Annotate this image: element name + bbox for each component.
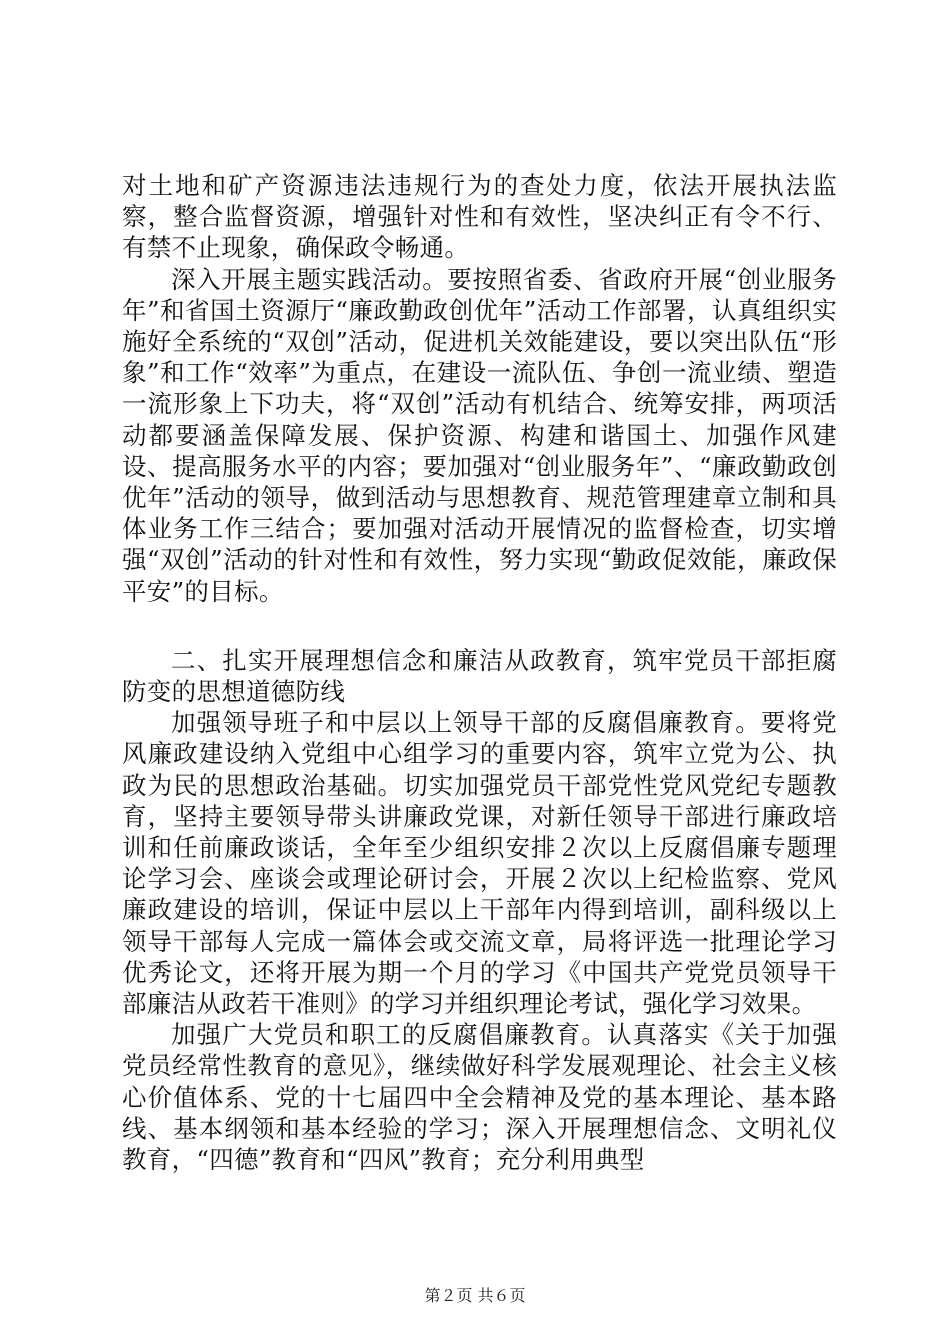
paragraph-leadership-education: 加强领导班子和中层以上领导干部的反腐倡廉教育。要将党风廉政建设纳入党组中心组学习的重要内容，筑牢立党为公、执政为民的思想政治基础。切实加强党员干部党性党风党纪专题教育，坚持主要领导带头讲廉政党课，对新任领导干部进行廉政培训和任前廉政谈话，全年至少组织安排２次以上反腐倡廉专题理论学习会、座谈会或理论研讨会，开展２次以上纪检监察、党风廉政建设的培训，保证中层以上干部年内得到培训，副科级以上领导干部每人完成一篇体会或交流文章，局将评选一批理论学习优秀论文，还将开展为期一个月的学习《中国共产党党员领导干部廉洁从政若干准则》的学习并组织理论考试，强化学习效果。 xyxy=(122,708,837,1019)
page-number-footer: 第２页 共６页 xyxy=(424,1286,526,1305)
section-heading-ideals-education: 二、扎实开展理想信念和廉洁从政教育，筑牢党员干部拒腐防变的思想道德防线 xyxy=(122,645,837,707)
paragraph-theme-practice-activities: 深入开展主题实践活动。要按照省委、省政府开展“创业服务年”和省国土资源厅“廉政勤政创优年”活动工作部署，认真组织实施好全系统的“双创”活动，促进机关效能建设，要以突出队伍“形象”和工作“效率”为重点，在建设一流队伍、争创一流业绩、塑造一流形象上下功夫，将“双创”活动有机结合、统筹安排，两项活动都要涵盖保障发展、保护资源、构建和谐国土、加强作风建设、提高服务水平的内容；要加强对“创业服务年”、“廉政勤政创优年”活动的领导，做到活动与思想教育、规范管理建章立制和具体业务工作三结合；要加强对活动开展情况的监督检查，切实增强“双创”活动的针对性和有效性，努力实现“勤政促效能，廉政保平安”的目标。 xyxy=(122,264,837,606)
paragraph-member-education: 加强广大党员和职工的反腐倡廉教育。认真落实《关于加强党员经常性教育的意见》，继续做好科学发展观理论、社会主义核心价值体系、党的十七届四中全会精神及党的基本理论、基本路线、基本纲领和基本经验的学习；深入开展理想信念、文明礼仪教育，“四德”教育和“四风”教育；充分利用典型 xyxy=(122,1020,837,1175)
paragraph-continuation: 对土地和矿产资源违法违规行为的查处力度，依法开展执法监察，整合监督资源，增强针对性和有效性，坚决纠正有令不行、有禁不止现象，确保政令畅通。 xyxy=(122,171,837,263)
document-body xyxy=(122,170,837,1175)
